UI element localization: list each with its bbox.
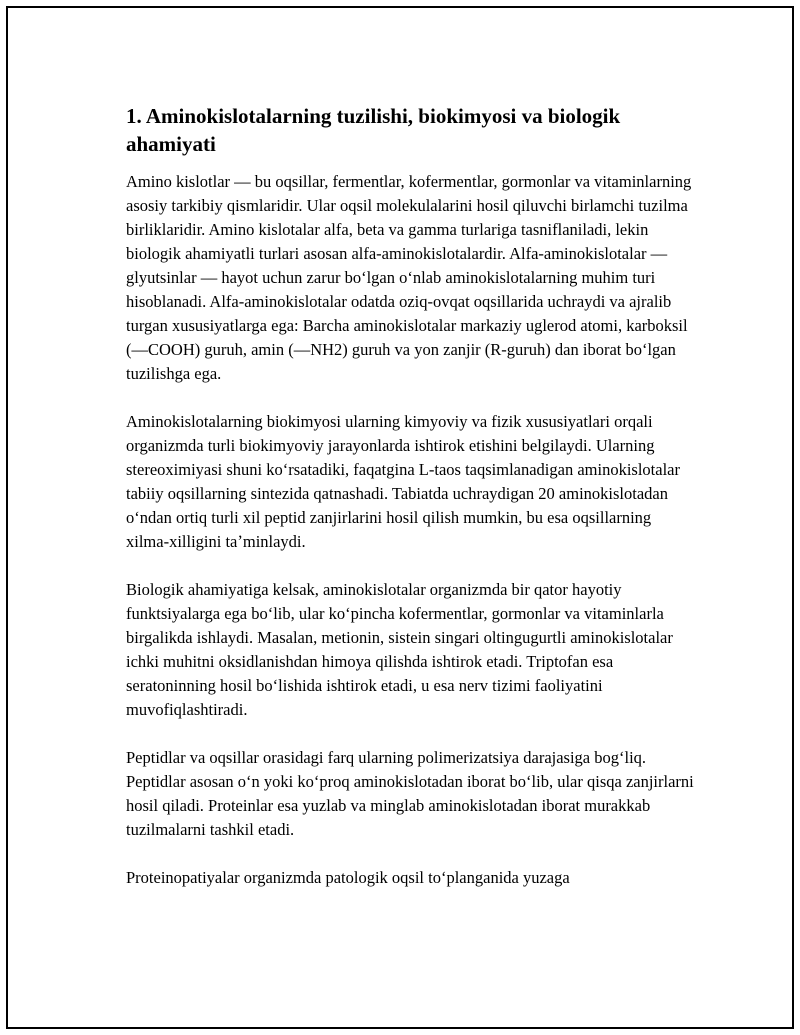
paragraph-peptides-proteins: Peptidlar va oqsillar orasidagi farq ularning polimerizatsiya darajasiga bogʻliq. Peptidlar asosan oʻn yoki koʻproq aminokislotadan iborat boʻlib, ular qisqa zanjirlarni hosil qiladi. Proteinlar esa yuzlab va minglab aminokislotadan iborat murakkab tuzilmalarni tashkil etadi. (126, 748, 694, 839)
paragraph-biochemistry: Aminokislotalarning biokimyosi ularning kimyoviy va fizik xususiyatlari orqali organizmda turli biokimyoviy jarayonlarda ishtirok etishini belgilaydi. Ularning stereoximiyasi shuni koʻrsatadiki, faqatgina L-taos taqsimlanadigan aminokislotalar tabiiy oqsillarning sintezida qatnashadi. Tabiatda uchraydigan 20 aminokislotadan oʻndan ortiq turli xil peptid zanjirlarini hosil qilish mumkin, bu esa oqsillarning xilma-xilligini taʼminlaydi. (126, 412, 680, 551)
paragraph-structure: Amino kislotlar — bu oqsillar, fermentlar, kofermentlar, gormonlar va vitaminlarning asosiy tarkibiy qismlaridir. Ular oqsil molekulalarini hosil qiluvchi birlamchi tuzilma birliklaridir. Amino kislotalar alfa, beta va gamma turlariga tasniflaniladi, lekin biologik ahamiyatli turlari asosan alfa-aminokislotalardir. Alfa-aminokislotalar — glyutsinlar — hayot uchun zarur boʻlgan oʻnlab aminokislotalarning muhim turi hisoblanadi. Alfa-aminokislotalar odatda oziq-ovqat oqsillarida uchraydi va ajralib turgan xususiyatlarga ega: Barcha aminokislotalar markaziy uglerod atomi, karboksil (—COOH) guruh, amin (—NH2) guruh va yon zanjir (R-guruh) dan iborat boʻlgan tuzilishga ega. (126, 172, 692, 383)
page-frame (6, 6, 794, 1029)
paragraph-proteinopathies: Proteinopatiyalar organizmda patologik oqsil toʻplanganida yuzaga (126, 868, 570, 887)
document-title: 1. Aminokislotalarning tuzilishi, biokimyosi va biologik ahamiyati (126, 104, 621, 156)
paragraph-biological-significance: Biologik ahamiyatiga kelsak, aminokislotalar organizmda bir qator hayotiy funktsiyalarga ega boʻlib, ular koʻpincha kofermentlar, gormonlar va vitaminlarla birgalikda ishlaydi. Masalan, metionin, sistein singari oltingugurtli aminokislotalar ichki muhitni oksidlanishdan himoya qilishda ishtirok etadi. Triptofan esa seratoninning hosil boʻlishida ishtirok etadi, u esa nerv tizimi faoliyatini muvofiqlashtiradi. (126, 580, 673, 719)
document-body (126, 102, 694, 890)
